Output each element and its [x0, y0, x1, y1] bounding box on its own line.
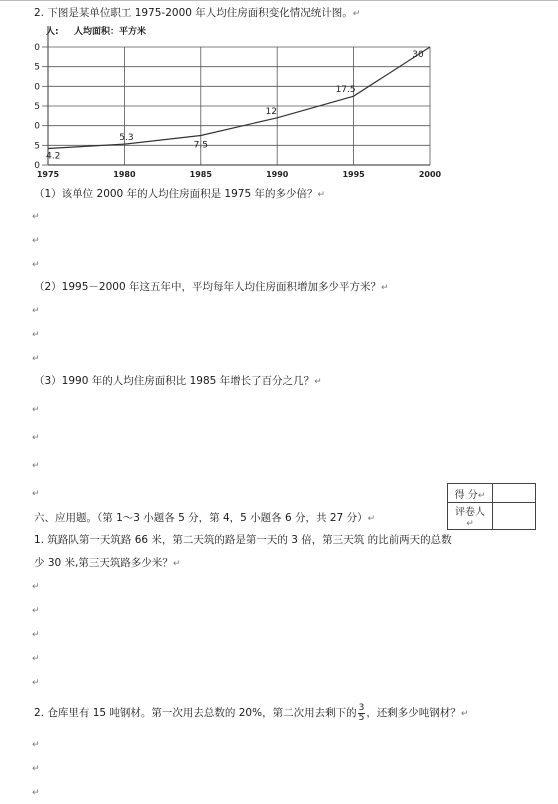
answer-blank-line: ↵ [32, 740, 40, 750]
problem-2 [34, 703, 468, 724]
answer-blank-line: ↵ [32, 764, 40, 774]
question-2 [34, 280, 389, 295]
data-label: 30 [412, 50, 424, 60]
x-tick-label: 1975 [36, 170, 60, 179]
answer-blank-line: ↵ [32, 260, 40, 270]
area-line-chart [28, 20, 466, 182]
fraction-denominator: 5 [358, 712, 365, 723]
series-line [48, 47, 430, 148]
x-tick-label: 1995 [342, 170, 365, 179]
paragraph-mark: ↵ [317, 190, 326, 200]
problem-1-line-1: 1. 筑路队第一天筑路 66 米，第二天筑的路是第一天的 3 倍，第三天筑 的比前两天的总数 [34, 534, 452, 546]
chart-question-heading [34, 6, 360, 21]
x-tick-label: 1990 [266, 170, 289, 179]
question-1 [34, 187, 325, 202]
paragraph-mark: ↵ [314, 377, 322, 387]
y-tick-label: 0 [34, 43, 40, 53]
data-label: 17.5 [335, 85, 356, 96]
fraction-numerator: 3 [358, 702, 365, 713]
x-tick-labels [37, 170, 442, 179]
paragraph-mark: ↵ [352, 9, 361, 19]
grader-field[interactable] [493, 503, 536, 530]
chart-grid [48, 26, 430, 165]
problem-2-text-end: ，还剩多少吨钢材？ [366, 707, 461, 719]
top-rule [0, 0, 558, 1]
chart-question-text: 2. 下图是某单位职工 1975-2000 年人均住房面积变化情况统计图。 [34, 7, 353, 19]
answer-blank-line: ↵ [32, 405, 40, 415]
paragraph-mark: ↵ [477, 490, 486, 501]
y-tick-label: 5 [34, 102, 40, 112]
answer-blank-line: ↵ [32, 788, 40, 798]
section-6-text: 六、应用题。（第 1～3 小题各 5 分，第 4，5 小题各 6 分，共 27 分） [34, 512, 368, 524]
score-field[interactable] [493, 484, 536, 503]
score-label: 得 分↵ [448, 484, 493, 503]
question-3-text: （3）1990 年的人均住房面积比 1985 年增长了百分之几？ [34, 375, 315, 387]
section-6-heading [34, 511, 375, 526]
paragraph-mark: ↵ [367, 514, 376, 524]
answer-blank-line: ↵ [32, 236, 40, 246]
fraction-three-fifths [358, 704, 366, 723]
y-tick-label: 5 [34, 62, 40, 73]
problem-2-text-start: 2. 仓库里有 15 吨钢材。第一次用去总数的 20%，第二次用去剩下的 [34, 707, 357, 719]
answer-blank-line: ↵ [32, 461, 40, 471]
data-label: 7.5 [193, 140, 208, 151]
question-3 [34, 374, 322, 389]
answer-blank-line: ↵ [32, 306, 40, 316]
question-1-text: （1）该单位 2000 年的人均住房面积是 1975 年的多少倍？ [34, 188, 318, 200]
paragraph-mark: ↵ [460, 709, 469, 719]
y-tick-label: 0 [34, 161, 40, 171]
grader-label: 评卷人↵ [448, 503, 493, 530]
y-axis-label: 人: [46, 27, 59, 37]
x-tick-label: 2000 [418, 170, 442, 179]
question-2-text: （2）1995－2000 年这五年中，平均每年人均住房面积增加多少平方米？ [34, 281, 381, 293]
y-tick-label: 0 [34, 121, 40, 132]
paragraph-mark: ↵ [380, 283, 389, 293]
answer-blank-line: ↵ [32, 606, 40, 616]
data-label: 5.3 [119, 133, 134, 144]
paragraph-mark: ↵ [172, 559, 181, 569]
problem-1-text: 少 30 米,第三天筑路多少米？ [34, 557, 173, 569]
problem-1-line-2 [34, 556, 180, 571]
answer-blank-line: ↵ [32, 330, 40, 340]
answer-blank-line: ↵ [32, 212, 40, 222]
paragraph-mark: ↵ [466, 519, 474, 529]
legend-unit-label: 人均面积：平方米 [74, 27, 147, 37]
answer-blank-line: ↵ [32, 582, 40, 592]
answer-blank-line: ↵ [32, 354, 40, 364]
data-label: 12 [265, 106, 277, 117]
score-box [447, 483, 536, 530]
y-tick-label: 5 [34, 141, 40, 152]
x-tick-label: 1985 [189, 170, 212, 179]
answer-blank-line: ↵ [32, 433, 40, 443]
x-tick-label: 1980 [113, 170, 136, 179]
answer-blank-line: ↵ [32, 489, 40, 499]
data-label: 4.2 [46, 151, 61, 162]
y-tick-label: 0 [34, 82, 40, 93]
answer-blank-line: ↵ [32, 630, 40, 640]
answer-blank-line: ↵ [32, 654, 40, 664]
answer-blank-line: ↵ [32, 678, 40, 688]
